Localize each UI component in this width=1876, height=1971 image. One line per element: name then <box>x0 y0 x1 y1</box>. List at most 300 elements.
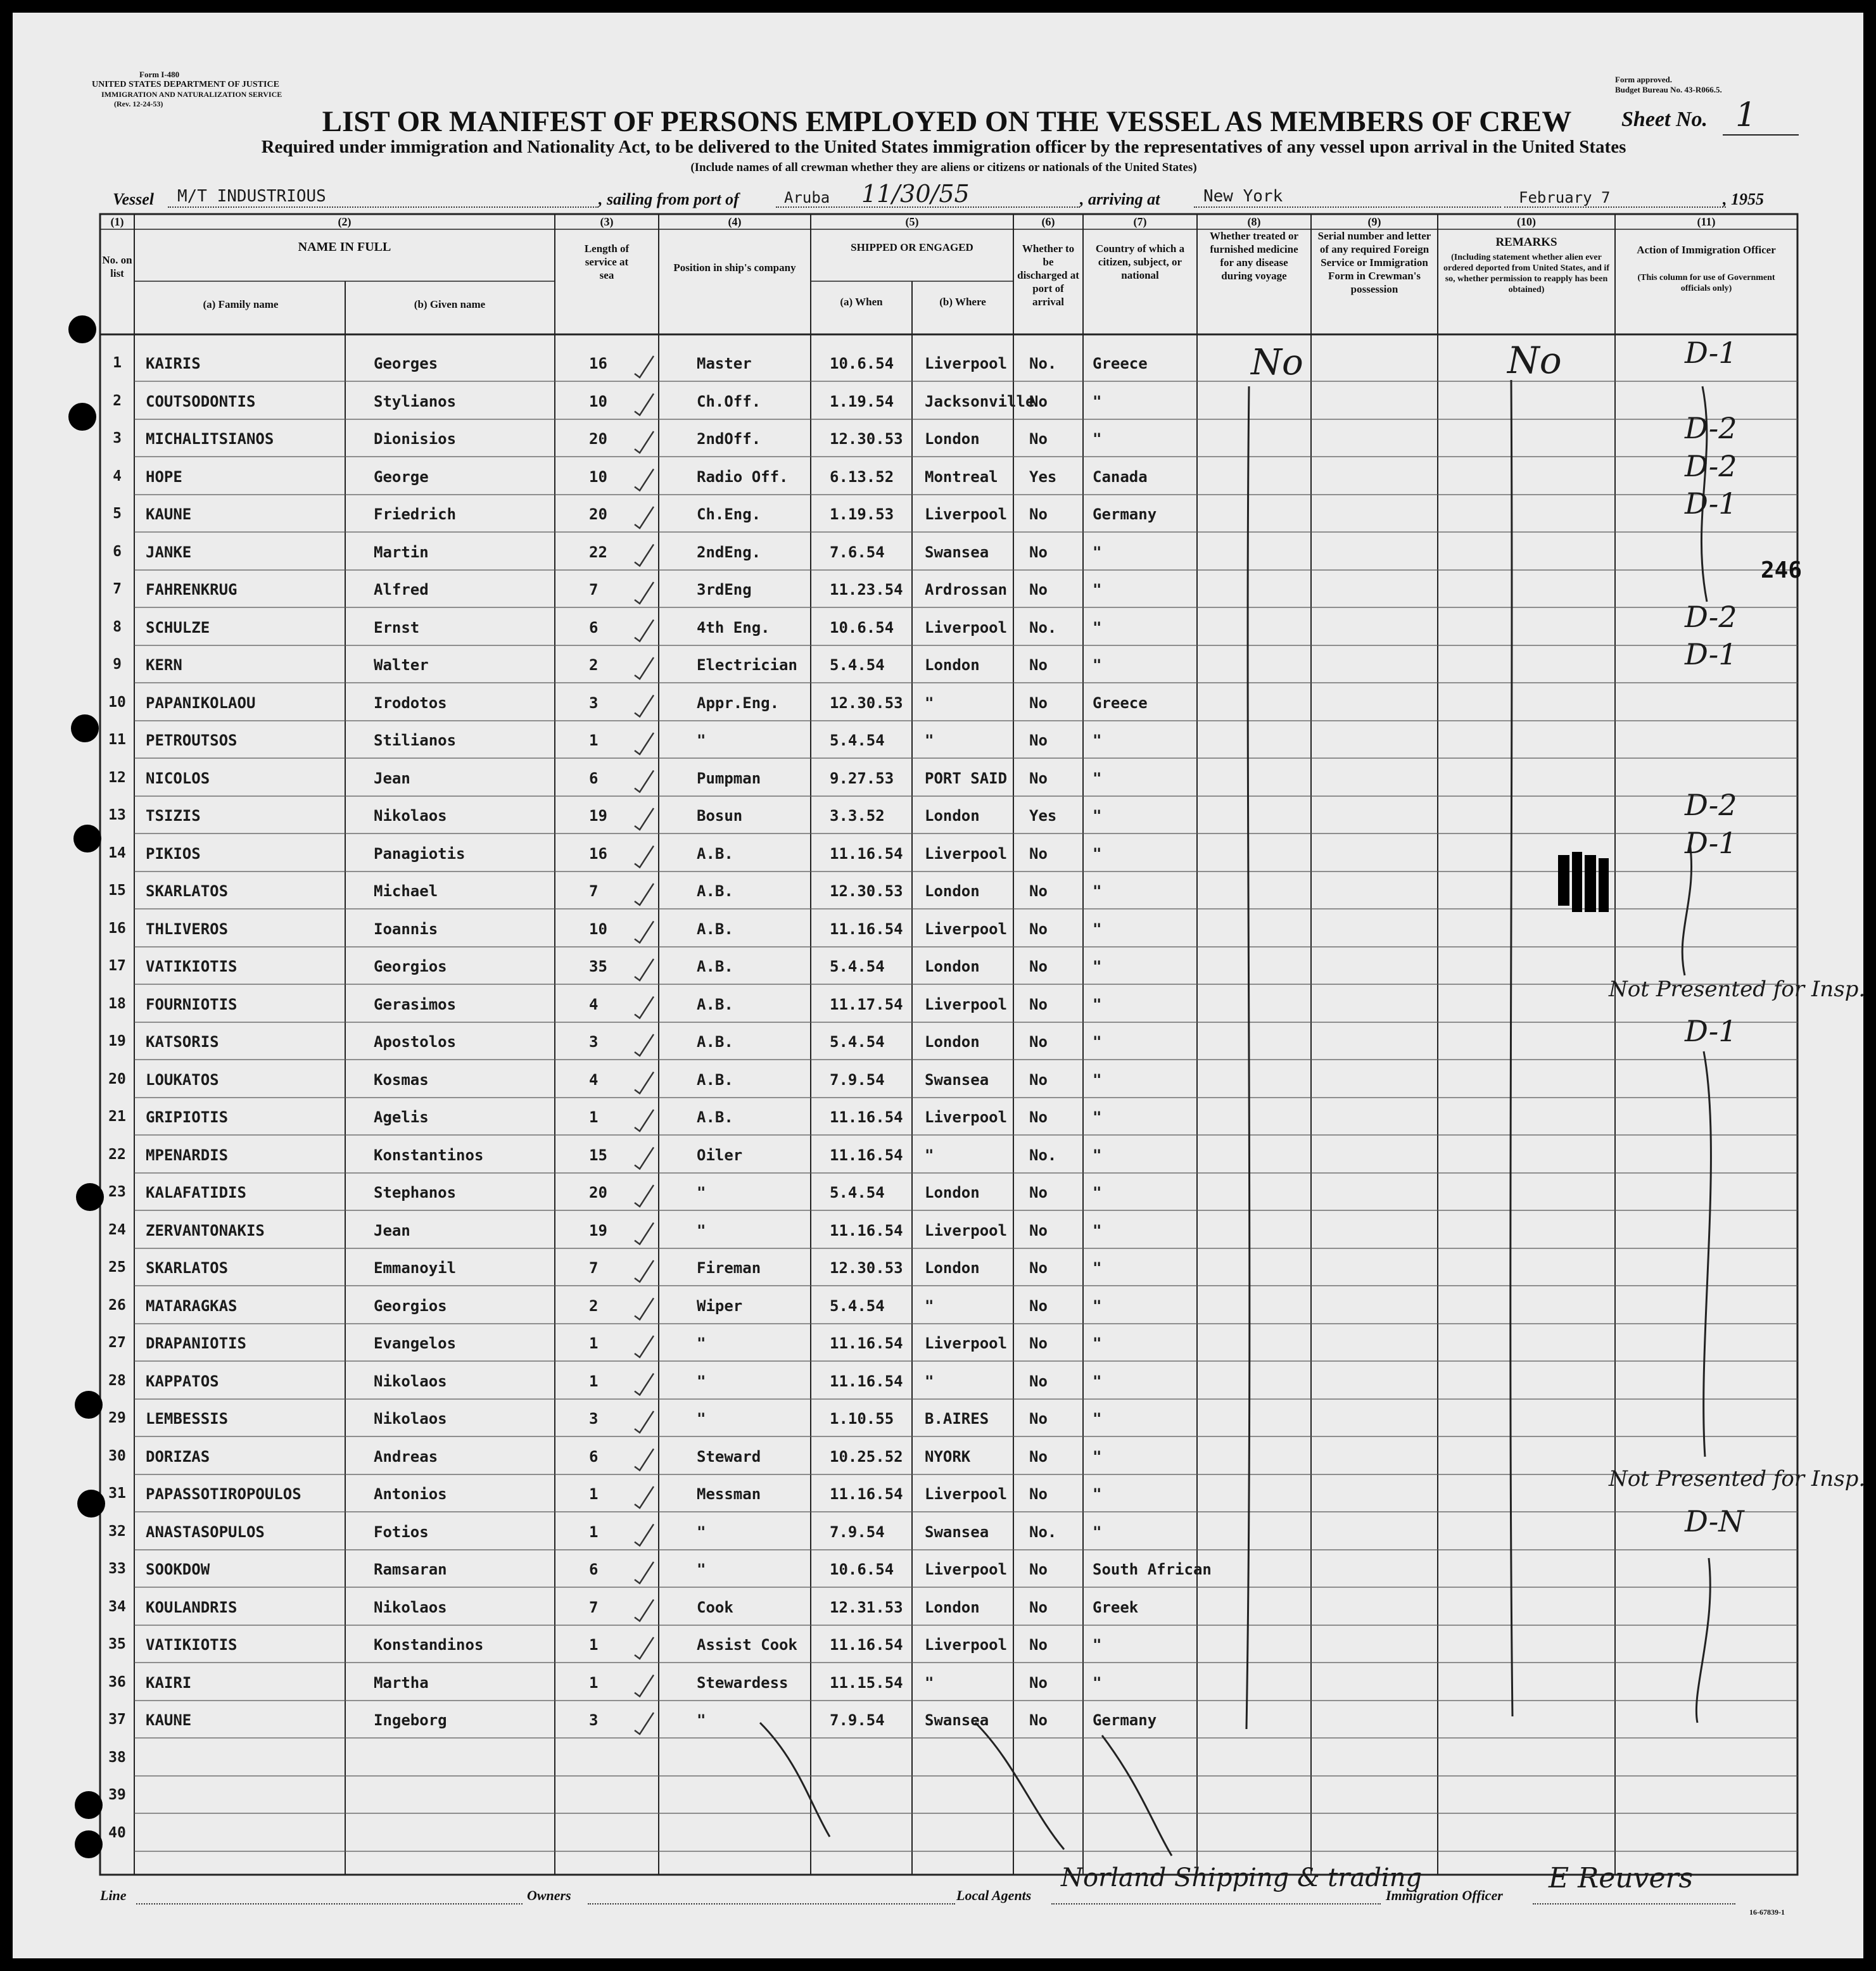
action-note: D-1 <box>1685 486 1737 521</box>
col5-number: (5) <box>905 215 919 228</box>
cell-given: Nikolaos <box>374 1598 447 1616</box>
cell-country: " <box>1093 1296 1102 1315</box>
col4-number: (4) <box>728 215 742 228</box>
sheet-number: 1 <box>1735 96 1757 134</box>
cell-position: Oiler <box>697 1146 743 1164</box>
cell-discharge: No <box>1029 1673 1048 1692</box>
cell-country: " <box>1093 656 1102 674</box>
manifest-title: LIST OR MANIFEST OF PERSONS EMPLOYED ON THE VESSEL AS MEMBERS OF CREW <box>322 105 1572 138</box>
row-number: 10 <box>108 694 126 711</box>
col1-header: No. on list <box>102 254 132 279</box>
cell-where: Liverpool <box>925 844 1008 863</box>
action-note: D-2 <box>1685 599 1737 634</box>
col5b-header: (b) Where <box>939 296 986 308</box>
cell-position: Ch.Off. <box>697 392 761 410</box>
cell-when: 1.19.54 <box>830 392 894 410</box>
cell-when: 10.6.54 <box>830 1561 894 1578</box>
cell-service: 1 <box>589 1372 599 1390</box>
cell-country: " <box>1093 1636 1102 1654</box>
cell-when: 11.16.54 <box>830 1636 903 1654</box>
cell-given: Nikolaos <box>374 1372 447 1390</box>
col2a-header: (a) Family name <box>203 298 279 310</box>
col6-number: (6) <box>1041 215 1055 228</box>
cell-service: 3 <box>589 1711 599 1729</box>
cell-discharge: No <box>1029 732 1048 749</box>
cell-discharge: No <box>1029 581 1048 599</box>
row-number: 5 <box>113 505 122 522</box>
binder-hole <box>76 1183 104 1211</box>
cell-given: Stilianos <box>374 732 457 749</box>
cell-discharge: No <box>1029 1221 1048 1239</box>
cell-family: COUTSODONTIS <box>146 392 256 410</box>
cell-discharge: No <box>1029 1108 1048 1126</box>
cell-position: " <box>697 1221 706 1239</box>
cell-when: 7.9.54 <box>830 1711 885 1729</box>
cell-position: " <box>697 1523 706 1541</box>
binder-hole <box>75 1791 103 1819</box>
col4-header: Position in ship's company <box>673 262 796 274</box>
cell-family: DRAPANIOTIS <box>146 1334 246 1352</box>
check-mark <box>635 1524 654 1546</box>
row-number: 15 <box>108 882 126 899</box>
row-number: 36 <box>108 1673 126 1690</box>
cell-country: " <box>1093 1108 1102 1126</box>
cell-discharge: No <box>1029 1447 1048 1466</box>
check-mark <box>635 1486 654 1508</box>
cell-where: London <box>925 430 980 448</box>
cell-discharge: No <box>1029 1070 1048 1089</box>
cell-family: VATIKIOTIS <box>146 958 238 975</box>
cell-position: Bosun <box>697 807 743 825</box>
cell-discharge: No <box>1029 1372 1048 1390</box>
row-number: 25 <box>108 1259 126 1276</box>
row-number: 2 <box>113 392 122 409</box>
cell-country: Greece <box>1093 355 1148 372</box>
cell-where: NYORK <box>925 1447 971 1466</box>
cell-service: 20 <box>589 505 607 523</box>
cell-when: 5.4.54 <box>830 732 885 749</box>
row-number: 14 <box>108 844 126 861</box>
cell-given: Ingeborg <box>374 1711 447 1729</box>
row-number: 4 <box>113 467 122 485</box>
row-number: 21 <box>108 1108 126 1125</box>
col11-header: Action of Immigration Officer <box>1637 244 1776 256</box>
row-number: 19 <box>108 1033 126 1049</box>
cell-position: A.B. <box>697 1033 733 1051</box>
cell-position: Ch.Eng. <box>697 505 761 523</box>
row-number: 3 <box>113 430 122 447</box>
cell-position: " <box>697 1410 706 1428</box>
cell-given: Nikolaos <box>374 1410 447 1428</box>
cell-when: 11.16.54 <box>830 920 903 938</box>
cell-country: " <box>1093 882 1102 900</box>
cell-discharge: No <box>1029 769 1048 787</box>
cell-when: 11.15.54 <box>830 1673 903 1692</box>
cell-discharge: No <box>1029 694 1048 712</box>
row-number: 40 <box>108 1824 126 1841</box>
cell-when: 3.3.52 <box>830 807 885 825</box>
cell-country: " <box>1093 618 1102 637</box>
crewman-note: (Include names of all crewman whether they are aliens or citizens or nationals of the United States) <box>690 161 1197 174</box>
cell-where: Montreal <box>925 467 998 486</box>
row-number: 26 <box>108 1296 126 1314</box>
cell-family: GRIPIOTIS <box>146 1108 229 1126</box>
cell-discharge: No <box>1029 920 1048 938</box>
cell-family: LOUKATOS <box>146 1070 219 1089</box>
cell-service: 22 <box>589 543 607 561</box>
cell-service: 16 <box>589 844 607 863</box>
cell-service: 6 <box>589 769 599 787</box>
col8-number: (8) <box>1247 215 1261 228</box>
cell-given: Nikolaos <box>374 807 447 825</box>
cell-when: 11.16.54 <box>830 1221 903 1239</box>
cell-given: Emmanoyil <box>374 1259 457 1277</box>
cell-when: 11.23.54 <box>830 581 903 599</box>
check-mark <box>635 997 654 1018</box>
check-mark <box>635 846 654 868</box>
cell-given: Georges <box>374 355 438 372</box>
cell-where: Jacksonville <box>925 392 1035 410</box>
cell-family: SKARLATOS <box>146 882 229 900</box>
department-line: UNITED STATES DEPARTMENT OF JUSTICE <box>92 80 279 89</box>
cell-given: Ramsaran <box>374 1561 447 1578</box>
row-number: 32 <box>108 1523 126 1540</box>
owners-label: Owners <box>527 1887 571 1903</box>
cell-country: " <box>1093 769 1102 787</box>
binder-hole <box>75 1830 103 1858</box>
line-label: Line <box>100 1887 127 1903</box>
cell-when: 10.25.52 <box>830 1447 903 1466</box>
row-number: 28 <box>108 1372 126 1389</box>
row-number: 37 <box>108 1711 126 1728</box>
cell-where: " <box>925 732 934 749</box>
cell-where: London <box>925 958 980 975</box>
agents-signature: Norland Shipping & trading <box>1061 1863 1423 1892</box>
cell-when: 7.9.54 <box>830 1070 885 1089</box>
row-number: 12 <box>108 769 126 786</box>
cell-where: Swansea <box>925 1711 989 1729</box>
cell-country: " <box>1093 844 1102 863</box>
cell-when: 12.30.53 <box>830 694 903 712</box>
cell-family: ANASTASOPULOS <box>146 1523 265 1541</box>
cell-country: " <box>1093 543 1102 561</box>
check-mark <box>635 431 654 453</box>
cell-discharge: No <box>1029 1410 1048 1428</box>
action-note: D-1 <box>1685 825 1737 860</box>
cell-when: 5.4.54 <box>830 656 885 674</box>
cell-when: 7.9.54 <box>830 1523 885 1541</box>
cell-when: 11.16.54 <box>830 844 903 863</box>
cell-family: LEMBESSIS <box>146 1410 229 1428</box>
cell-position: Messman <box>697 1485 761 1503</box>
cell-service: 1 <box>589 732 599 749</box>
cell-position: Assist Cook <box>697 1636 797 1654</box>
row-number: 38 <box>108 1749 126 1766</box>
cell-discharge: No. <box>1029 1146 1057 1164</box>
binder-hole <box>68 403 96 431</box>
col1-number: (1) <box>110 215 124 228</box>
cell-country: " <box>1093 1033 1102 1051</box>
cell-where: London <box>925 1259 980 1277</box>
check-mark <box>635 695 654 717</box>
col2b-header: (b) Given name <box>414 298 486 310</box>
col6-header: Whether to be discharged at port of arrival <box>1017 243 1079 308</box>
cell-where: Liverpool <box>925 1485 1008 1503</box>
row-number: 30 <box>108 1447 126 1464</box>
cell-given: Andreas <box>374 1447 438 1466</box>
cell-service: 6 <box>589 1561 599 1578</box>
cell-discharge: No <box>1029 844 1048 863</box>
col7-number: (7) <box>1133 215 1147 228</box>
cell-given: Georgios <box>374 1296 447 1315</box>
cell-service: 7 <box>589 1259 599 1277</box>
cell-position: Steward <box>697 1447 761 1466</box>
cell-where: " <box>925 1146 934 1164</box>
cell-where: London <box>925 1184 980 1201</box>
cell-discharge: Yes <box>1029 807 1057 825</box>
cell-position: A.B. <box>697 1070 733 1089</box>
cell-discharge: Yes <box>1029 467 1057 486</box>
cell-family: KERN <box>146 656 182 674</box>
cell-where: Liverpool <box>925 1561 1008 1578</box>
cell-where: Liverpool <box>925 618 1008 637</box>
cell-service: 16 <box>589 355 607 372</box>
binder-hole <box>77 1490 105 1518</box>
cell-family: MPENARDIS <box>146 1146 229 1164</box>
cell-family: PIKIOS <box>146 844 201 863</box>
cell-given: Gerasimos <box>374 995 457 1013</box>
sailing-port: Aruba <box>784 189 830 206</box>
cell-discharge: No. <box>1029 1523 1057 1541</box>
check-mark <box>635 884 654 905</box>
cell-where: Liverpool <box>925 505 1008 523</box>
cell-family: FOURNIOTIS <box>146 995 238 1013</box>
action-note: Not Presented for Insp. <box>1609 976 1866 1002</box>
cell-country: " <box>1093 920 1102 938</box>
cell-position: A.B. <box>697 1108 733 1126</box>
col7-header: Country of which a citizen, subject, or national <box>1095 243 1185 281</box>
cell-where: PORT SAID <box>925 769 1008 787</box>
col3-header: Length of service at sea <box>584 243 630 281</box>
cell-position: A.B. <box>697 995 733 1013</box>
cell-discharge: No. <box>1029 355 1057 372</box>
cell-given: Alfred <box>374 581 429 599</box>
cell-service: 6 <box>589 618 599 637</box>
row-number: 17 <box>108 958 126 974</box>
cell-family: ZERVANTONAKIS <box>146 1221 265 1239</box>
cell-position: " <box>697 1372 706 1390</box>
cell-country: Canada <box>1093 467 1148 486</box>
cell-family: FAHRENKRUG <box>146 581 238 599</box>
cell-country: Germany <box>1093 505 1157 523</box>
cell-position: 2ndEng. <box>697 543 761 561</box>
col2-header: NAME IN FULL <box>298 240 391 254</box>
cell-country: " <box>1093 1410 1102 1428</box>
cell-service: 1 <box>589 1636 599 1654</box>
cell-country: " <box>1093 1221 1102 1239</box>
cell-discharge: No. <box>1029 618 1057 637</box>
cell-family: KOULANDRIS <box>146 1598 238 1616</box>
cell-country: Greece <box>1093 694 1148 712</box>
cell-given: Friedrich <box>374 505 457 523</box>
cell-position: Pumpman <box>697 769 761 787</box>
cell-when: 12.30.53 <box>830 1259 903 1277</box>
cell-discharge: No <box>1029 882 1048 900</box>
cell-position: " <box>697 1561 706 1578</box>
officer-label: Immigration Officer <box>1386 1887 1503 1903</box>
cell-family: PAPANIKOLAOU <box>146 694 256 712</box>
sailing-date: 11/30/55 <box>861 180 970 208</box>
agents-label: Local Agents <box>956 1887 1032 1903</box>
arriving-port: New York <box>1203 187 1283 206</box>
check-mark <box>635 356 654 377</box>
margin-number: 246 <box>1761 557 1803 583</box>
cell-position: Cook <box>697 1598 733 1616</box>
cell-country: " <box>1093 1447 1102 1466</box>
row-number: 18 <box>108 995 126 1012</box>
cell-where: London <box>925 1598 980 1616</box>
vessel-label: Vessel <box>113 190 154 208</box>
cell-when: 12.30.53 <box>830 430 903 448</box>
row-number: 35 <box>108 1636 126 1652</box>
check-mark <box>635 1675 654 1697</box>
col2-number: (2) <box>338 215 352 228</box>
cell-discharge: No <box>1029 1334 1048 1352</box>
check-mark <box>635 1298 654 1320</box>
check-mark <box>635 808 654 830</box>
cell-given: Kosmas <box>374 1070 429 1089</box>
sailing-label: , sailing from port of <box>599 190 739 208</box>
cell-family: MATARAGKAS <box>146 1296 238 1315</box>
arrival-year: , 1955 <box>1723 190 1764 208</box>
remarks-answer: No <box>1507 339 1562 382</box>
cell-given: Antonios <box>374 1485 447 1503</box>
action-note: D-2 <box>1685 448 1737 483</box>
cell-where: London <box>925 882 980 900</box>
row-number: 22 <box>108 1146 126 1163</box>
cell-service: 20 <box>589 430 607 448</box>
cell-when: 11.16.54 <box>830 1146 903 1164</box>
cell-country: " <box>1093 581 1102 599</box>
manifest-sheet <box>13 13 1866 1958</box>
arrival-date: February 7 <box>1519 189 1611 206</box>
cell-discharge: No <box>1029 505 1048 523</box>
cell-where: " <box>925 1296 934 1315</box>
check-mark <box>635 733 654 754</box>
budget-bureau: Budget Bureau No. 43-R066.5. <box>1615 85 1722 94</box>
action-note: D-1 <box>1685 1014 1737 1048</box>
cell-service: 35 <box>589 958 607 975</box>
row-number: 27 <box>108 1334 126 1351</box>
medicine-answer: No <box>1251 342 1303 383</box>
check-mark <box>635 1260 654 1282</box>
check-mark <box>635 1034 654 1056</box>
cell-family: NICOLOS <box>146 769 210 787</box>
cell-family: KAIRI <box>146 1673 192 1692</box>
cell-given: Fotios <box>374 1523 429 1541</box>
cell-given: George <box>374 467 429 486</box>
cell-family: SKARLATOS <box>146 1259 229 1277</box>
cell-where: London <box>925 807 980 825</box>
row-number: 29 <box>108 1410 126 1426</box>
action-note: D-2 <box>1685 411 1737 445</box>
cell-service: 1 <box>589 1485 599 1503</box>
cell-service: 7 <box>589 882 599 900</box>
cell-where: " <box>925 1673 934 1692</box>
cell-discharge: No <box>1029 1296 1048 1315</box>
row-number: 11 <box>108 732 126 748</box>
cell-where: London <box>925 656 980 674</box>
cell-when: 5.4.54 <box>830 1184 885 1201</box>
cell-given: Irodotos <box>374 694 447 712</box>
col5-header: SHIPPED OR ENGAGED <box>851 241 973 253</box>
check-mark <box>635 620 654 642</box>
row-number: 6 <box>113 543 122 560</box>
cell-discharge: No <box>1029 1259 1048 1277</box>
cell-when: 11.16.54 <box>830 1334 903 1352</box>
cell-where: Swansea <box>925 543 989 561</box>
check-mark <box>635 1637 654 1659</box>
cell-when: 11.17.54 <box>830 995 903 1013</box>
print-code: 16-67839-1 <box>1749 1908 1785 1917</box>
cell-position: " <box>697 1334 706 1352</box>
check-mark <box>635 1185 654 1207</box>
cell-when: 6.13.52 <box>830 467 894 486</box>
row-number: 13 <box>108 807 126 823</box>
action-note: D-N <box>1685 1504 1744 1538</box>
cell-discharge: No <box>1029 1598 1048 1616</box>
cell-family: JANKE <box>146 543 192 561</box>
cell-service: 7 <box>589 581 599 599</box>
cell-discharge: No <box>1029 1485 1048 1503</box>
cell-family: SOOKDOW <box>146 1561 210 1578</box>
cell-discharge: No <box>1029 656 1048 674</box>
row-number: 9 <box>113 656 122 673</box>
cell-given: Evangelos <box>374 1334 457 1352</box>
cell-where: Swansea <box>925 1070 989 1089</box>
cell-service: 19 <box>589 1221 607 1239</box>
cell-family: VATIKIOTIS <box>146 1636 238 1654</box>
cell-discharge: No <box>1029 1711 1048 1729</box>
check-mark <box>635 1374 654 1395</box>
cell-when: 11.16.54 <box>830 1108 903 1126</box>
cell-position: Master <box>697 355 752 372</box>
manifest-subtitle: Required under immigration and Nationality Act, to be delivered to the United States immigration officer by the representatives of any vessel upon arrival in the United States <box>261 137 1626 157</box>
cell-given: Walter <box>374 656 429 674</box>
cell-country: " <box>1093 1184 1102 1201</box>
cell-country: South African <box>1093 1561 1212 1578</box>
cell-position: Electrician <box>697 656 797 674</box>
check-mark <box>635 1449 654 1471</box>
col9-number: (9) <box>1367 215 1381 228</box>
cell-given: Ernst <box>374 618 420 637</box>
officer-signature: E Reuvers <box>1549 1862 1694 1894</box>
cell-position: " <box>697 1184 706 1201</box>
cell-discharge: No <box>1029 543 1048 561</box>
cell-position: Radio Off. <box>697 467 789 486</box>
check-mark <box>635 1600 654 1621</box>
check-mark <box>635 657 654 679</box>
revision-line: (Rev. 12-24-53) <box>114 99 163 108</box>
check-mark <box>635 771 654 792</box>
row-number: 20 <box>108 1070 126 1087</box>
cell-country: Germany <box>1093 1711 1157 1729</box>
cell-position: A.B. <box>697 920 733 938</box>
cell-given: Ioannis <box>374 920 438 938</box>
cell-discharge: No <box>1029 1033 1048 1051</box>
cell-when: 12.30.53 <box>830 882 903 900</box>
cell-country: " <box>1093 430 1102 448</box>
